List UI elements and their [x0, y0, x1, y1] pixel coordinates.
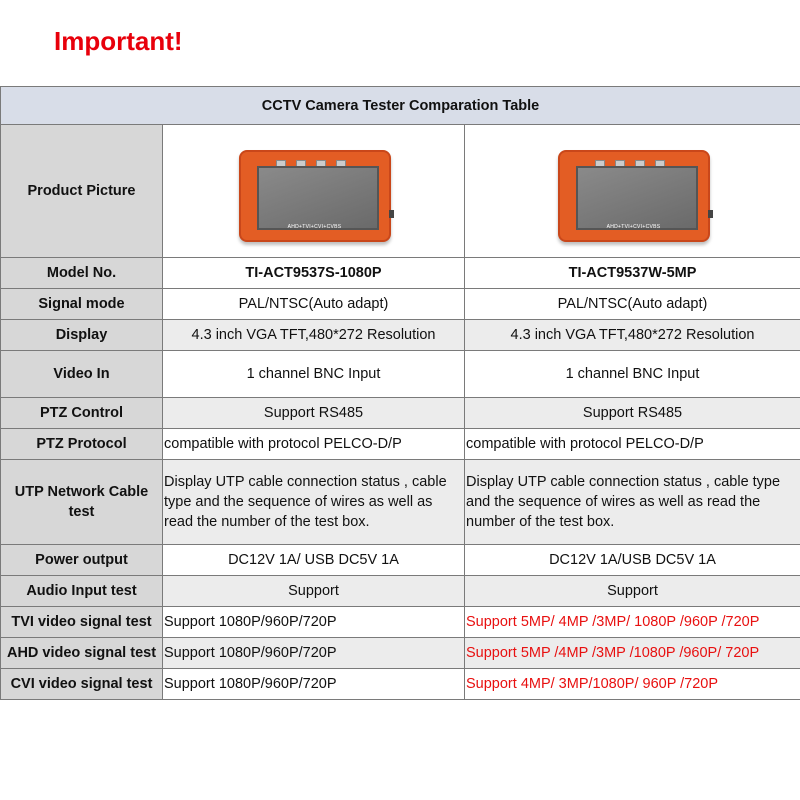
ahd-a: Support 1080P/960P/720P	[163, 638, 465, 669]
important-heading: Important!	[54, 26, 183, 56]
row-label: Audio Input test	[1, 576, 163, 607]
product-picture-b	[465, 125, 800, 258]
utp-a: Display UTP cable connection status , cable type and the sequence of wires as well as read the number of the test box.	[163, 460, 465, 545]
row-label: Model No.	[1, 258, 163, 289]
row-label: PTZ Control	[1, 398, 163, 429]
product-picture-a	[163, 125, 465, 258]
table-title-row	[1, 87, 800, 125]
ptz-protocol-b: compatible with protocol PELCO-D/P	[465, 429, 800, 460]
row-label: Display	[1, 320, 163, 351]
row-label: Product Picture	[1, 125, 163, 258]
tvi-a: Support 1080P/960P/720P	[163, 607, 465, 638]
table-row-picture	[1, 125, 800, 258]
ptz-control-b: Support RS485	[465, 398, 800, 429]
table-row-signal	[1, 289, 800, 320]
signal-a: PAL/NTSC(Auto adapt)	[163, 289, 465, 320]
table-row-audio	[1, 576, 800, 607]
audio-a: Support	[163, 576, 465, 607]
cvi-a: Support 1080P/960P/720P	[163, 669, 465, 700]
table-row-video-in	[1, 351, 800, 398]
row-label: Power output	[1, 545, 163, 576]
table-row-ahd	[1, 638, 800, 669]
power-b: DC12V 1A/USB DC5V 1A	[465, 545, 800, 576]
signal-b: PAL/NTSC(Auto adapt)	[465, 289, 800, 320]
cvi-b: Support 4MP/ 3MP/1080P/ 960P /720P	[465, 669, 800, 700]
row-label: Video In	[1, 351, 163, 398]
table-row-model	[1, 258, 800, 289]
tester-device-image	[239, 142, 389, 240]
table-row-ptz-protocol	[1, 429, 800, 460]
audio-b: Support	[465, 576, 800, 607]
table-row-display	[1, 320, 800, 351]
row-label: AHD video signal test	[1, 638, 163, 669]
display-a: 4.3 inch VGA TFT,480*272 Resolution	[163, 320, 465, 351]
comparison-table	[0, 86, 800, 700]
power-a: DC12V 1A/ USB DC5V 1A	[163, 545, 465, 576]
row-label: TVI video signal test	[1, 607, 163, 638]
row-label: Signal mode	[1, 289, 163, 320]
ptz-protocol-a: compatible with protocol PELCO-D/P	[163, 429, 465, 460]
device-caption: AHD+TVI+CVI+CVBS	[606, 224, 661, 230]
tvi-b: Support 5MP/ 4MP /3MP/ 1080P /960P /720P	[465, 607, 800, 638]
video-in-b: 1 channel BNC Input	[465, 351, 800, 398]
ahd-b: Support 5MP /4MP /3MP /1080P /960P/ 720P	[465, 638, 800, 669]
row-label: CVI video signal test	[1, 669, 163, 700]
table-title: CCTV Camera Tester Comparation Table	[1, 87, 800, 125]
model-b: TI-ACT9537W-5MP	[465, 258, 800, 289]
table-row-ptz-control	[1, 398, 800, 429]
utp-b: Display UTP cable connection status , cable type and the sequence of wires as well as read the number of the test box.	[465, 460, 800, 545]
display-b: 4.3 inch VGA TFT,480*272 Resolution	[465, 320, 800, 351]
tester-device-image	[558, 142, 708, 240]
row-label: PTZ Protocol	[1, 429, 163, 460]
row-label: UTP Network Cable test	[1, 460, 163, 545]
table-row-utp	[1, 460, 800, 545]
ptz-control-a: Support RS485	[163, 398, 465, 429]
table-row-power	[1, 545, 800, 576]
table-row-cvi	[1, 669, 800, 700]
table-row-tvi	[1, 607, 800, 638]
model-a: TI-ACT9537S-1080P	[163, 258, 465, 289]
device-caption: AHD+TVI+CVI+CVBS	[287, 224, 342, 230]
video-in-a: 1 channel BNC Input	[163, 351, 465, 398]
